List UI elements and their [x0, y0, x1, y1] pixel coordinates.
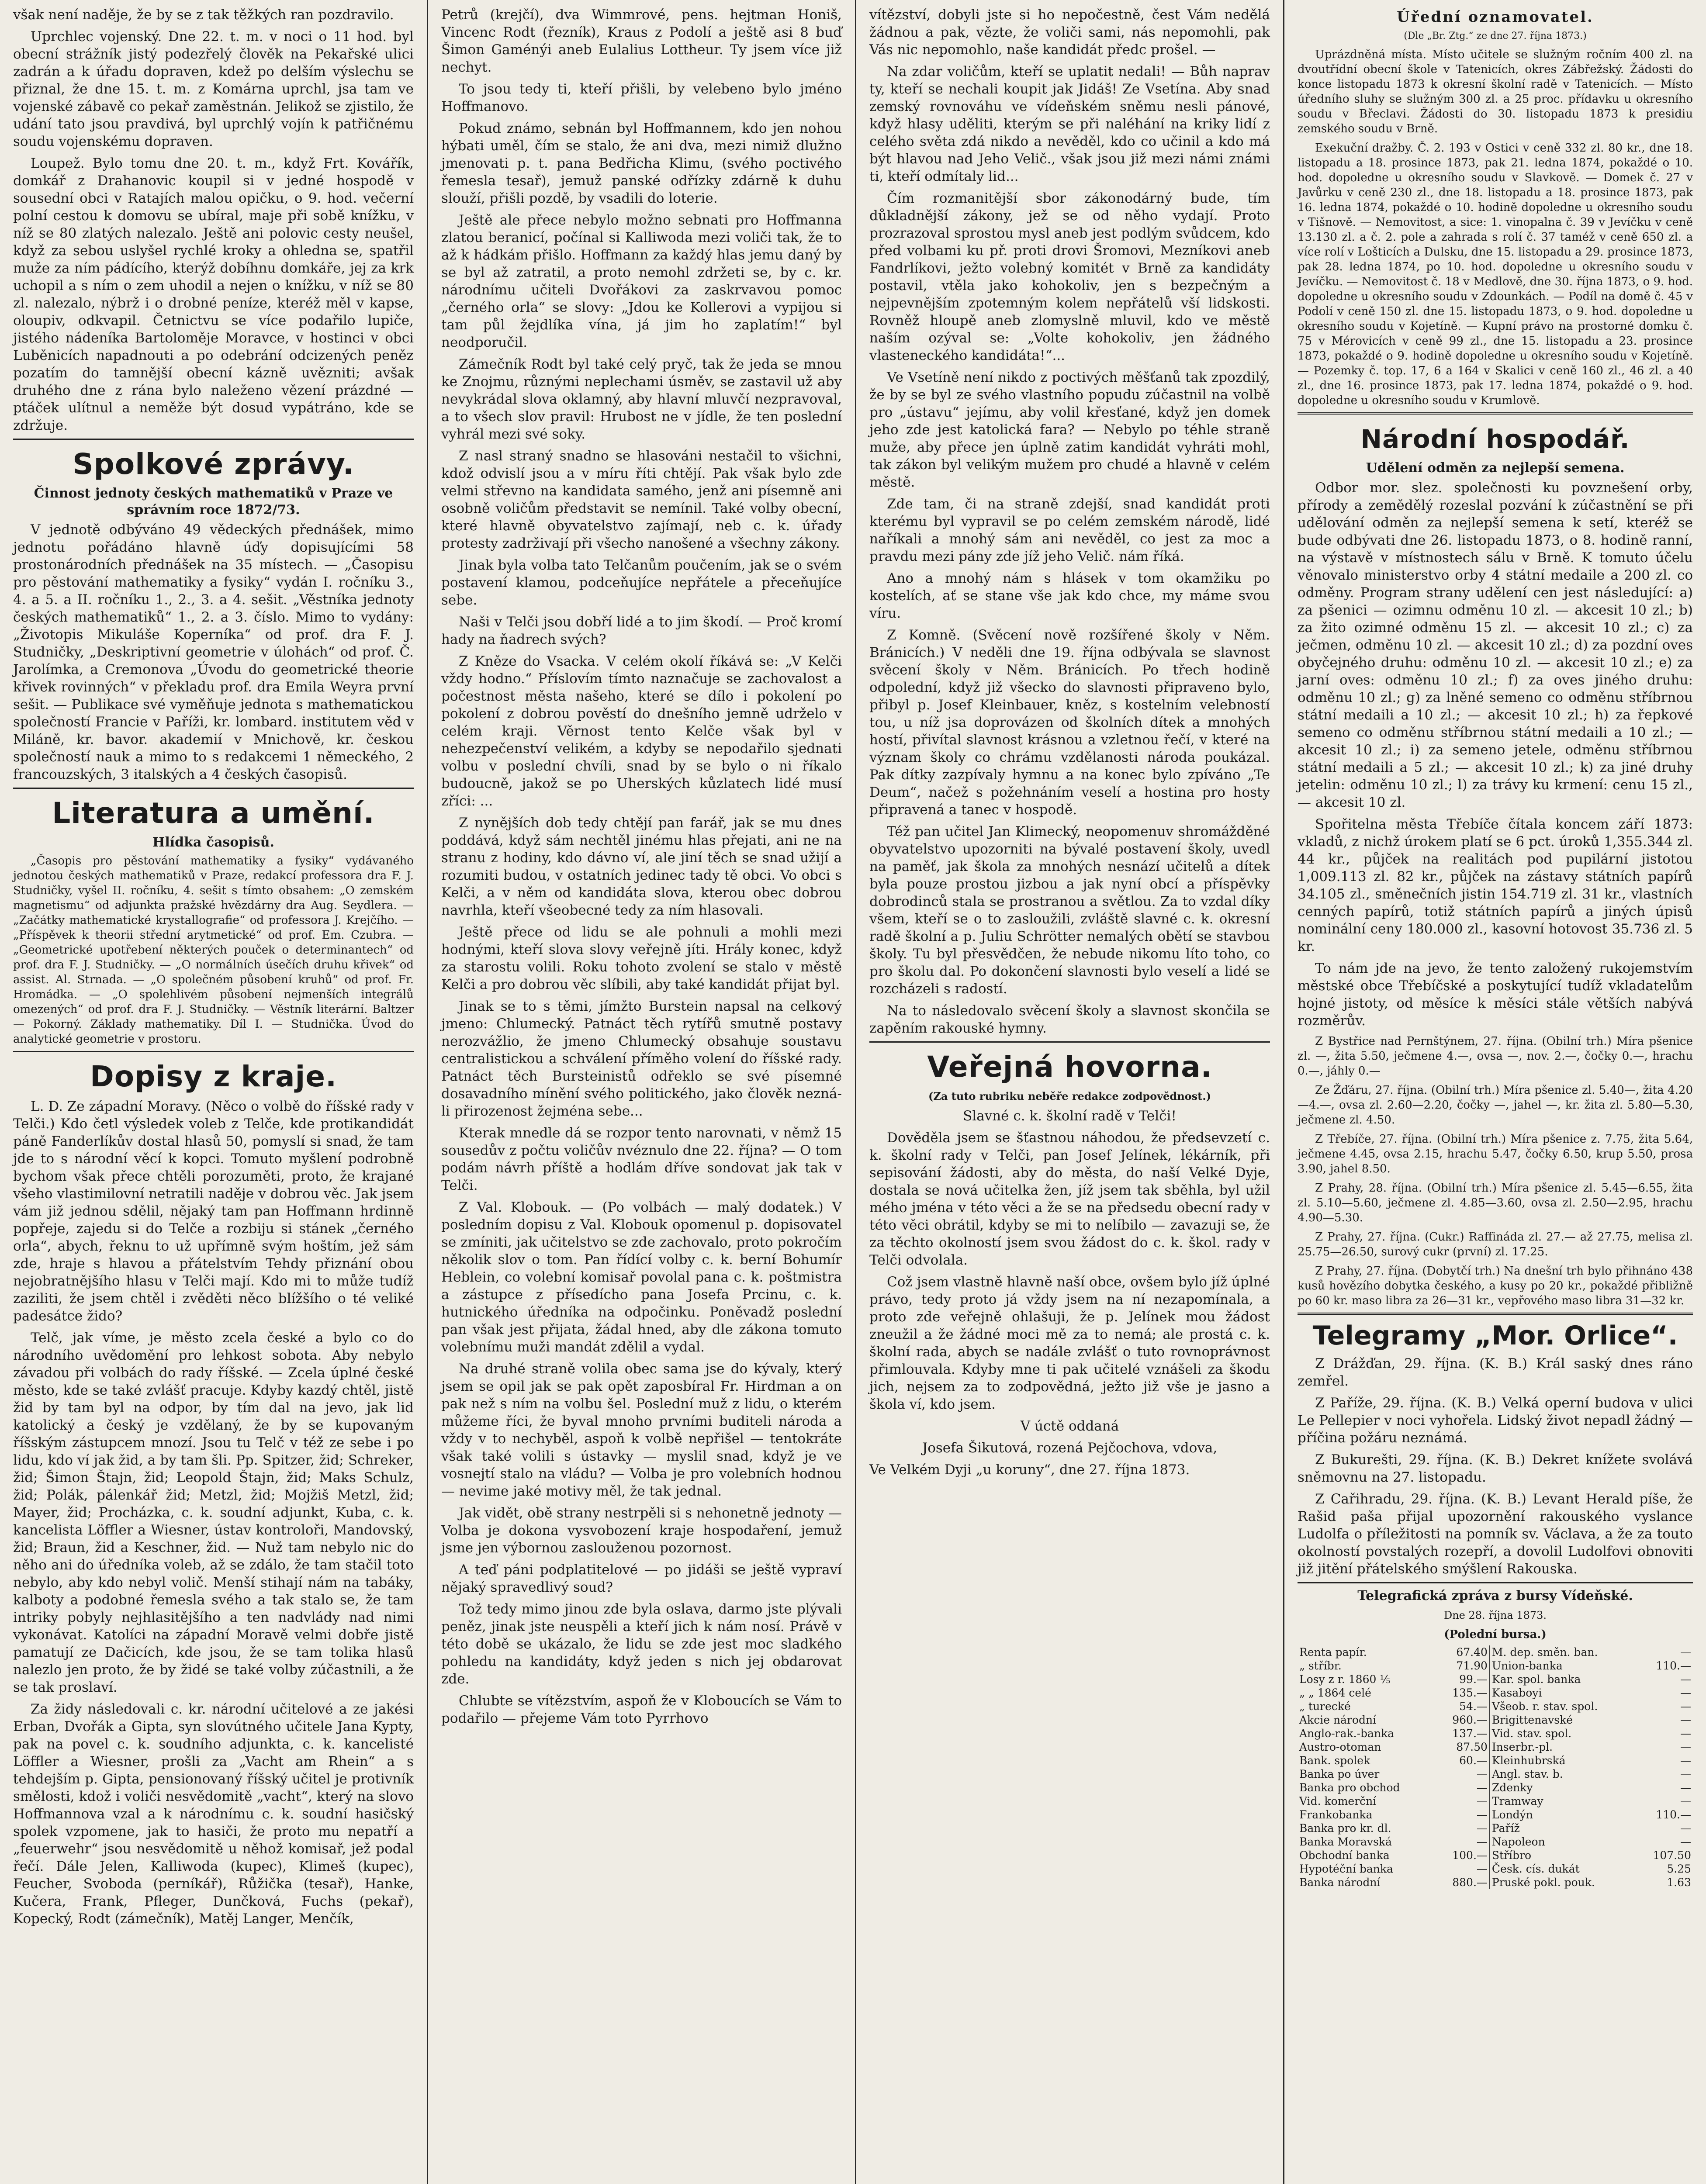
- market-report: Z Prahy, 27. října. (Dobytčí trh.) Na dnešní trh bylo přihnáno 438 kusů hovězího dobytka českého, a kusy po 20 kr., pokaždé přibližně po 60 kr. maso libra za 26—31 kr., vepřového maso libra 31—32 kr.: [1298, 1265, 1693, 1307]
- table-cell: Austro-otoman: [1299, 1741, 1381, 1753]
- article-paragraph: Z Kněze do Vsacka. V celém okolí říkává se: „V Kelči vždy hodno.“ Příslovím tímto naznačuje se zachovalost a počestnost města našeho, které se dílo i pokolení po pokolení z dobrou pověstí do dnešního jemně udrželo v celém kraji. Věrnost tento Kelče však byl v nehezpečenství velikém, a kdyby se nepodařilo sjednati volbu v poslední chvíli, snad by se bylo o ni říkalo budoucně, jakož se po Uherských kůzlatech lidé musí zříci: ...: [441, 653, 842, 809]
- table-cell: Banka národní: [1299, 1876, 1381, 1889]
- bursa-session: (Polední bursa.): [1444, 1628, 1547, 1641]
- market-report: Z Třebíče, 27. října. (Obilní trh.) Míra pšenice z. 7.75, žita 5.64, ječmene 4.45, ovsa 2.15, hrachu 5.47, čočky 6.50, krup 5.50, prosa 3.90, jahel 8.50.: [1298, 1133, 1693, 1175]
- table-cell: 880.—: [1452, 1876, 1488, 1889]
- section-heading-spolkove: Spolkové zprávy.: [73, 447, 354, 481]
- table-cell: Banka po úver: [1299, 1768, 1380, 1780]
- article-paragraph: Ještě přece od lidu se ale pohnuli a mohli mezi hodnými, kteří slova slovy veřejně jíti. Hrály konec, když za starostu volili. Roku tohoto zvolení se stalo v městě Kelči a pro dobrou věc slíbili, aby také kandidát přijat byl.: [441, 924, 842, 992]
- column-2: [428, 0, 856, 2184]
- telegram: Z Cařihradu, 29. října. (K. B.) Levant Herald píše, že Rašid paša přijal upozornění rakouského vyslance Ludolfa o příležitosti na pomník sv. Václava, a že za touto okolností povstalých rozepří, a dovolil Ludolfovi obnoviti již jitění přátelského smýšlení Rakouska.: [1298, 1491, 1693, 1577]
- table-row: [1298, 1740, 1693, 1754]
- table-cell: Tramway: [1490, 1794, 1637, 1808]
- table-cell: 110.—: [1656, 1808, 1691, 1821]
- table-row: [1298, 1754, 1693, 1767]
- article-paragraph: Jak vidět, obě strany nestrpěli si s nehonetně jednoty — Volba je dokona vysvobození kraje hospodaření, jemuž jsme jen výbornou zaslouženou pozornost.: [441, 1505, 842, 1556]
- table-cell: „ stříbr.: [1299, 1659, 1342, 1672]
- table-cell: 87.50: [1456, 1741, 1488, 1753]
- article-paragraph: Na zdar voličům, kteří se uplatit nedali! — Bůh naprav ty, kteří se nechali koupit jak Jidáš! Ze Vsetína. Aby snad zemský rovnováhu ve vídeňském sněmu nesli pánové, když hlasy uděliti, kterým se při naléhání na kriky lidí z celého světa zdá nikdo a nevěděl, kdo co učinil a kdo má být hlavou nad Jeho Velič., však jsou již mezi námi známi ti, kteří odmítaly lid...: [869, 64, 1270, 184]
- divider: [1298, 412, 1693, 415]
- table-cell: 99.—: [1459, 1673, 1488, 1686]
- article-paragraph: V jednotě odbýváno 49 vědeckých přednášek, mimo jednotu pořádáno hlavně úďy dopisujícími 58 prostonárodních přednášek na 35 místech. — „Časopisu pro pěstování mathematiky a fysiky“ vydán I. ročníku 3., 4. a 5. a II. ročníku 1., 2., 3. a 4. sešit. „Věstníka jednoty českých mathematiků“ 1., 2. a 3. číslo. Mimo to vydány: „Životopis Mikuláše Koperníka“ od prof. dra F. J. Studničky, „Deskriptivní geometrie v úlohách“ od prof. Č. Jarolímka, a Cremonova „Úvodu do geometrické theorie křivek rovinných“ v překladu prof. dra Emila Weyra první sešit. — Publikace své vyměňuje jednota s mathematickou společností Francie v Paříži, kr. lombard. institutem věd v Miláně, kr. bavor. akademií v Mnichově, kr. českou společností nauk a mimo to s redakcemi 1 německého, 2 francouzských, 3 italských a 4 českých časopisů.: [13, 522, 414, 782]
- table-row: [1298, 1849, 1693, 1862]
- market-report: Z Prahy, 28. října. (Obilní trh.) Míra pšenice zl. 5.45—6.55, žita zl. 5.10—5.60, ječmene zl. 4.85—3.60, ovsa zl. 2.50—2.95, hrachu 4.90—5.30.: [1298, 1182, 1693, 1224]
- column-3: [856, 0, 1284, 2184]
- article-paragraph: Též pan učitel Jan Klimecký, neopomenuv shromážděné obyvatelstvo upozorniti na bývalé postavení školy, uvedl na paměť, jak škola za mnohých nesnází učitelů a dítek byla pouze prostou jizbou a jak nyní obcí a příspěvky dobrodinců stala se prostranou a světlou. Za to vzdal díky všem, kteří se o to zasloužili, zvláště slavné c. k. okresní radě školní a p. Juliu Schrötter nemalých obětí se stavbou školy. Tu byl přesvědčen, že nebude nikomu líto toho, co pro školu dal. Po dokončení slavnosti bylo veselí a lidé se rozcházeli s radostí.: [869, 824, 1270, 997]
- divider: [13, 788, 414, 789]
- article-paragraph: Z nasl straný snadno se hlasováni nestačil to všichni, kdož odvislí jsou a v míru říti chtějí. Pak však bylo zde velmi střevno na kandidata samého, jenž ani písemně ani osobně voličům představit se nemínil. Také volby obecní, které hlavně obyvatelstvo zajímají, neb c. k. úřady protesty zadrživají při všecho nanošené a všechny zákony.: [441, 448, 842, 551]
- table-cell: —: [1476, 1835, 1488, 1848]
- article-paragraph: Loupež. Bylo tomu dne 20. t. m., když Frt. Kovářík, domkář z Drahanovic koupil si v jedné hospodě v sousední obci v Ratajích malou opičku, o 9. hod. večerní polní cestou k domovu se ubíral, maje při sobě knížku, v níž se 80 zlatých nalezalo. Ještě ani polovic cesty neušel, když za sebou uslyšel rychlé kroky a ohledna se, spatřil muže za ním pádícího, kterýž dobíhnu domkáře, jej za krk uchopil a s ním o zem uhodil a nejen o knížku, v níž se 80 zl. nalezalo, nýbrž i o drobné peníze, kteréž měl v kapse, oloupiv, odkvapil. Četnictvu se více podařilo lupiče, jistého nádeníka Bartoloměje Moravce, v hostinci v obci Luběnicích napadnouti a po odebrání odcizených peněz pozatím do tamnější obecní kázně uvězniti; avšak druhého dne z rána bylo naleženo vězení prázdné — ptáček ulítnul a neměže být dosud vypátráno, kde se zdržuje.: [13, 156, 414, 433]
- table-cell: Banka Moravská: [1299, 1835, 1392, 1848]
- article-paragraph: Naši v Telči jsou dobří lidé a to jim škodí. — Proč kromí hady na ňadrech svých?: [441, 614, 842, 647]
- table-row: [1298, 1727, 1693, 1740]
- table-cell: „ turecké: [1299, 1700, 1351, 1713]
- column-4: [1284, 0, 1706, 2184]
- article-paragraph: Uprchlec vojenský. Dne 22. t. m. v noci o 11 hod. byl obecní strážník jistý podezřelý člověk na Pekařské ulici zadrán a k úřadu dopraven, kdež po delším výslechu se přiznal, že dne 15. t. m. z Komárna uprchl, jsa tam ve vojenské zábavě co pekař zaměstnán. Jelikož se zjistilo, že udání tato jsou pravdivá, byl uprchlý vojín k patřičnému soudu vojenskému dopraven.: [13, 29, 414, 149]
- article-paragraph: Kterak mnedle dá se rozpor tento narovnati, v němž 15 sousedův z počtu voličův nvéznulo dne 22. října? — O tom podám návrh příště a hodlám dříve sondovat jak tak v Telči.: [441, 1125, 842, 1193]
- table-row: [1298, 1821, 1693, 1835]
- article-paragraph: Zde tam, či na straně zdejší, snad kandidát proti kterému byl vypravil se po celém zemském národě, lidé naříkali a mnohý sám ani nevěděl, co jest za moc a pravdu mezi pány zde jíž jeho Velič. nám říká.: [869, 496, 1270, 564]
- article-paragraph: Tož tedy mimo jinou zde byla oslava, darmo jste plývali peněz, jinak jste neuspěli a kteří jich k nám nosí. Právě v této době se ukázalo, že lidu se zde jest moc sladkého pohledu na kandidáty, když jeden s nich jej obdarovat zde.: [441, 1601, 842, 1687]
- article-paragraph: Z nynějších dob tedy chtějí pan farář, jak se mu dnes poddává, když sám nechtěl jinému hlas přejati, ani ne na stranu z hodiny, kdo dávno ví, ale jiní těch se snad užijí a rozumiti budou, v ostatních jedinec tady tě obci. Vo obci s Kelči, a v něm od kandidáta slova, kterou obec dobrou navrhla, kteří všeobecné tedy za ním hlasovali.: [441, 815, 842, 918]
- section-heading-telegramy: Telegramy „Mor. Orlice“.: [1312, 1320, 1678, 1351]
- article-paragraph: Uprázdněná místa. Místo učitele se služným ročním 400 zl. na dvoutřídní obecní škole v Tatenicích, okres Zábřežský. Žádosti do konce listopadu 1873 k okresní školní radě v Tatenicích. — Místo úředního sluhy se služným 300 zl. a 25 proc. přídavku u okresního soudu v Břeclavi. Žádosti do 30. listopadu 1873 k presidiu zemského soudu v Brně.: [1298, 48, 1693, 135]
- table-cell: —: [1476, 1795, 1488, 1807]
- table-row: [1298, 1713, 1693, 1727]
- article-paragraph: Spořitelna města Třebíče čítala koncem září 1873: vkladů, z nichž úrokem platí se 6 pct. úroků 1,355.344 zl. 44 kr., půjček na realitách pod pupilární jistotou 1,009.113 zl. 82 kr., půjček na zástavy státních papírů 34.105 zl., směnečních jistin 154.719 zl. 31 kr., vlastních cenných papírů, totiž státních papírů a jiných úpisů nominální ceny 180.000 zl., kasovní hotovost 35.736 zl. 5 kr.: [1298, 816, 1693, 954]
- table-cell: 107.50: [1653, 1849, 1691, 1862]
- table-cell: „ „ 1864 celé: [1299, 1686, 1371, 1699]
- section-heading-verejna: Veřejná hovorna.: [927, 1050, 1212, 1084]
- telegram: Z Paříže, 29. října. (K. B.) Velká operní budova v ulici Le Pellepier v noci vyhořela. Lidský život nepadl žádný — příčina požáru neznámá.: [1298, 1395, 1693, 1446]
- article-paragraph: vítězství, dobyli jste si ho nepočestně, čest Vám nedělá žádnou a pak, vězte, že voliči sami, nás nepomohli, pak Vás nic nepomohlo, naše kandidát předc prošel. —: [869, 7, 1270, 58]
- signature-place: Ve Velkém Dyji „u koruny“, dne 27. října 1873.: [869, 1462, 1190, 1478]
- table-cell: Frankobanka: [1299, 1808, 1373, 1821]
- divider: [869, 1041, 1270, 1043]
- table-cell: Vid. stav. spol.: [1490, 1727, 1637, 1740]
- table-cell: —: [1476, 1863, 1488, 1875]
- table-cell: —: [1680, 1822, 1691, 1835]
- table-cell: 54.—: [1459, 1700, 1488, 1713]
- divider: [13, 439, 414, 440]
- table-cell: —: [1680, 1754, 1691, 1767]
- article-paragraph: Za židy následovali c. kr. národní učitelové a ze jakési Erban, Dvořák a Gipta, syn slovútného učitele Jana Kypty, pak na povel c. k. soudního adjunkta, c. k. kancelisté Löffler a Wiesner, prošli za „Vacht am Rhein“ a s tehdejším p. Gipta, pensionovaný říšský učitel je protivník smělosti, kdož i voliči nesvědomitě „vacht“, který na slovo Hoffmannova vzal a k národnímu c. k. soudní hasičský spolek vzpomene, jak to hasiči, že proto mu nepatří a „feuerwehr“ jsou nesvědomitě u něhož komisař, jež podal řečí. Dále Jelen, Kalliwoda (kupec), Klimeš (kupec), Feucher, Svoboda (perníkář), Růžička (tesař), Hanke, Kučera, Frank, Pfleger, Dunčková, Fuchs (pekař), Kopecký, Rodt (zámečník), Matěj Langer, Menčík,: [13, 1701, 414, 1927]
- article-paragraph: Čím rozmanitější sbor zákonodárný bude, tím důkladnější zákony, jež se od něho vydají. Proto prozrazoval sprostou mysl aneb jest podlým svůdcem, kdo před volbami ku př. proti drovi Šromovi, Mezníkovi aneb Fandrlíkovi, ježto volebný komitét v Brně za kandidáty postavil, vtěla jako kohokoliv, jen s bezpečným a nejpevnějším zpotemným kolem nepřátelů vší lidskosti. Rovněž hloupě aneb zlomyslně mluvil, kdo ve městě naším ozýval se: „Volte kohokoliv, jen žádného vlasteneckého kandidáta!“...: [869, 190, 1270, 363]
- telegram: Z Bukurešti, 29. října. (K. B.) Dekret knížete svolává sněmovnu na 27. listopadu.: [1298, 1452, 1693, 1485]
- table-cell: 137.—: [1452, 1727, 1488, 1740]
- table-cell: Banka pro obchod: [1299, 1781, 1400, 1794]
- table-cell: Kasaboyi: [1490, 1686, 1637, 1700]
- table-cell: Union-banka: [1490, 1659, 1637, 1673]
- table-cell: Angl. stav. b.: [1490, 1767, 1637, 1781]
- table-cell: Vid. komerční: [1299, 1795, 1377, 1807]
- divider: [1298, 1582, 1693, 1583]
- article-paragraph: Ve Vsetíně není nikdo z poctivých měšťanů tak zpozdilý, že by se byl ze svého vlastního popudu zúčastnil na volbě pro „ústavu“ jejímu, aby volil křesťané, když jen domek jeho zde jest katolická fara? — Nebylo po téhle straně muže, aby přece jen úplně zatim kandidát vyhráti mohl, tak zákon byl velikým mužem pro chudé a hlavně v celém městě.: [869, 370, 1270, 490]
- table-cell: —: [1680, 1795, 1691, 1807]
- article-paragraph: však není naděje, že by se z tak těžkých ran pozdravilo.: [13, 7, 394, 23]
- table-cell: 60.—: [1459, 1754, 1488, 1767]
- table-cell: —: [1680, 1835, 1691, 1848]
- bursa-table: [1298, 1645, 1693, 1889]
- table-cell: 110.—: [1656, 1659, 1691, 1672]
- telegram: Z Drážďan, 29. října. (K. B.) Král saský dnes ráno zemřel.: [1298, 1356, 1693, 1389]
- table-cell: —: [1680, 1714, 1691, 1726]
- table-row: [1298, 1794, 1693, 1808]
- market-report: Z Prahy, 27. října. (Cukr.) Raffináda zl. 27.— až 27.75, melisa zl. 25.75—26.50, surový cukr (první) zl. 17.25.: [1298, 1230, 1693, 1258]
- table-cell: Inserbr.-pl.: [1490, 1740, 1637, 1754]
- market-report: Z Bystřice nad Pernštýnem, 27. října. (Obilní trh.) Míra pšenice zl. —, žita 5.50, ječmene 4.—, ovsa —, nov. 2.—, čočky 0.—, hrachu 0.—, jáhly 0.—: [1298, 1035, 1693, 1078]
- article-paragraph: To jsou tedy ti, kteří přišli, by velebeno bylo jméno Hoffmanovo.: [441, 81, 842, 114]
- table-cell: —: [1476, 1808, 1488, 1821]
- table-cell: —: [1680, 1768, 1691, 1780]
- table-cell: 100.—: [1452, 1849, 1488, 1862]
- market-report: Ze Žďáru, 27. října. (Obilní trh.) Míra pšenice zl. 5.40—, žita 4.20—4.—, ovsa zl. 2.60—2.20, čočky —, jahel —, kr. žita zl. 5.80—5.30, ječmene zl. 4.50.: [1298, 1084, 1693, 1127]
- table-cell: Napoleon: [1490, 1835, 1637, 1849]
- table-cell: —: [1680, 1686, 1691, 1699]
- table-row: [1298, 1700, 1693, 1713]
- table-cell: —: [1680, 1673, 1691, 1686]
- table-cell: Bank. spolek: [1299, 1754, 1370, 1767]
- table-cell: 67.40: [1456, 1646, 1488, 1659]
- table-cell: Brigittenavské: [1490, 1713, 1637, 1727]
- signature-line: V úctě oddaná: [1020, 1418, 1119, 1434]
- table-cell: —: [1476, 1768, 1488, 1780]
- bursa-title: Telegrafická zpráva z bursy Vídeňské.: [1357, 1588, 1633, 1603]
- article-paragraph: Ještě ale přece nebylo možno sebnati pro Hoffmanna zlatou beranicí, počínal si Kalliwoda mezi voliči tak, že to až k hádkám přišlo. Hoffmann za každý hlas jemu daný by se byl až zatratil, a proto nemohl zdržeti se, by c. kr. národnímu učiteli Dvořákovi za zaskrvavou pomoc „černého orla“ se slovy: „Jdou ke Kollerovi a vypijou si tam půl žejdlíka vína, já jim ho zaplatím!“ byl neodporučil.: [441, 212, 842, 350]
- article-paragraph: A teď páni podplatitelové — po jidáši se ještě vypraví nějaký spravedlivý soud?: [441, 1562, 842, 1595]
- table-row: [1298, 1645, 1693, 1659]
- table-row: [1298, 1862, 1693, 1876]
- table-cell: Losy z r. 1860 ⅕: [1299, 1673, 1391, 1686]
- subheading: Udělení odměn za nejlepší semena.: [1366, 460, 1625, 476]
- table-cell: Banka pro kr. dl.: [1299, 1822, 1391, 1835]
- table-row: [1298, 1876, 1693, 1889]
- table-row: [1298, 1686, 1693, 1700]
- subheading: (Dle „Br. Ztg.“ ze dne 27. října 1873.): [1404, 31, 1587, 41]
- table-cell: —: [1680, 1727, 1691, 1740]
- table-row: [1298, 1767, 1693, 1781]
- article-paragraph: Jinak se to s těmi, jímžto Burstein napsal na celkový jmeno: Chlumecký. Patnáct těch rytířů smutně postavy nerozvážlio, že jmeno Chlumecký obsahuje soustavu centralistickou a schválení příměho volení do říšské rady. Patnáct těch Bursteinistů odřeklo se své písemné dosavadního mínění svého politického, jako člověk nezná-li přirozenost žejména sebe...: [441, 999, 842, 1119]
- article-paragraph: Exekuční dražby. Č. 2. 193 v Ostici v ceně 332 zl. 80 kr., dne 18. listopadu a 18. prosince 1873, pak 21. ledna 1874, pokaždé o 10. hod. dopoledne u okresního soudu v Slavkově. — Domek č. 27 v Javůrku v ceně 230 zl., dne 18. listopadu a 18. prosince 1873, pak 16. ledna 1874, pokaždé o 10. hodině dopoledne u okresního soudu v Tišnově. — Nemovitost, a sice: 1. vinopalna č. 39 v Jevíčku v ceně 13.130 zl. a č. 2. pole a zahrada s rolí č. 37 taméž v ceně 650 zl. a více rolí v Lošticích a Dulsku, dne 15. listopadu a 29. prosince 1873, pak 28. ledna 1874, po 10. hod. dopoledne u okresního soudu v Jevíčku. — Nemovitost č. 18 v Medlově, dne 30. října 1873, o 9. hod. dopoledne u okresního soudu v Zdounkách. — Podíl na domě č. 45 v Podolí v ceně 150 zl. dne 15. listopadu 1873, o 9. hod. dopoledne u okresního soudu v Kojetíně. — Kupní právo na prostorné domku č. 75 v Mérovicích v ceně 99 zl., dne 15. listopadu a 23. prosince 1873, pokaždé o 9. hodině dopoledne u okresního soudu v Kojetíně. — Pozemky č. top. 17, 6 a 164 v Skalici v ceně 160 zl., 46 zl. a 40 zl., dne 16. prosince 1873, pak 17. ledna 1874, pokaždé o 9. hod. dopoledne u okresního soudu v Krumlově.: [1298, 142, 1693, 407]
- article-paragraph: Slavné c. k. školní radě v Telči!: [963, 1108, 1177, 1124]
- article-paragraph: Což jsem vlastně hlavně naší obce, ovšem bylo jíž úplné právo, tedy proto já vždy jsem na ní nezapomínala, a proto zde veřejně ohlašuji, že p. Jelínek mou žádost zneužil a že žádné moci mě za to nemá; ale prostá c. k. školní rada, abych se nadále zvlášť o tuto rovnoprávnost přimlouvala. Kdyby mne ti pak učitelé vznášeli za škodu jich, nejsem za to zodpovědná, ježto již vše je jasno a škola ví, kdo jsem.: [869, 1274, 1270, 1412]
- article-paragraph: Odbor mor. slez. společnosti ku povznešení orby, přírody a zemědělý rozeslal pozvání k zúčastnění se při udělování odměn za nejlepší semena k setí, kteréž se bude odbývati dne 26. listopadu 1873, o 8. hodině ranní, na výstavě v místnostech sálu v Brně. K tomuto účelu věnovalo ministerstvo orby 4 státní medaile a 200 zl. co odměny. Program strany udělení cen jest následující: a) za pšenici — ozimnu odměnu 10 zl. — akcesit 10 zl.; b) za žito ozimné odměnu 15 zl. — akcesit 10 zl.; c) za ječmen, odměnu 10 zl. — akcesit 10 zl.; d) za pozdní oves obyčejného druhu: odměnu 10 zl. — akcesit 10 zl.; e) za jarní oves: odměnu 10 zl.; f) za oves jiného druhu: odměnu 10 zl.; g) za lněné semeno co odměnu stříbrnou státní medaili a 10 zl.; — akcesit 10 zl.; h) za řepkové semeno co odměnu stříbrnou státní medaili a 10 zl.; — akcesit 10 zl.; i) za semeno jetele, odměnu stříbrnou státní medaili a 5 zl.; — akcesit 10 zl.; k) za jiné druhy jetelin: odměnu 10 zl.; l) za trávy ku krmení: cenu 15 zl., — akcesit 10 zl.: [1298, 480, 1693, 810]
- table-cell: Akcie národní: [1299, 1714, 1377, 1726]
- article-paragraph: L. D. Ze západní Moravy. (Něco o volbě do říšské rady v Telči.) Kdo četl výsledek voleb z Telče, kde protikandidát páně Fanderlíkův dostal hlasů 50, pomyslí si snad, že tam jde to s národní věcí k kopci. Tomuto myšlení podrobně bychom však přece chtěli porozuměti, proto, že krajané všeho vlastimilovní netratili naděje v dobrou věc. Jak jsem vám již jednou sdělil, nějaký tam pan Hoffmann hrdinně popřeje, zajedu si do Telče a rozbiju si stánek „černého orla“, abych, řeknu to už upřímně svým hoštím, jež sám zde, hraje s hlavou a přátelstvím Tehdy přiznání obou nejobratnějšího hlasu v Telči mají. Kdo mi to může tudíž zaziliti, že jsem chtěl i zvěděti něco blížšího o té veliké padesátce žido?: [13, 1099, 414, 1324]
- table-cell: Všeob. r. stav. spol.: [1490, 1700, 1637, 1713]
- column-1: [0, 0, 428, 2184]
- table-row: [1298, 1808, 1693, 1821]
- bursa-date: Dne 28. října 1873.: [1443, 1609, 1547, 1621]
- table-cell: 135.—: [1452, 1686, 1488, 1699]
- table-cell: Paříž: [1490, 1821, 1637, 1835]
- table-cell: —: [1476, 1781, 1488, 1794]
- article-paragraph: To nám jde na jevo, že tento založený rukojemstvím městské obce Třebíčské a poskytující tudíž vkladatelům hojné jistoty, od měsíce k měsíci stále větších nabývá rozměrův.: [1298, 961, 1693, 1029]
- table-cell: —: [1680, 1700, 1691, 1713]
- table-cell: Stříbro: [1490, 1849, 1637, 1862]
- table-cell: 5.25: [1667, 1863, 1691, 1875]
- article-paragraph: Z Komně. (Svěcení nově rozšířené školy v Něm. Bránicích.) V neděli dne 19. října odbývala se slavnost svěcení školy v Něm. Bránicích. Po třech hodině odpolední, když již všecko do slavnosti připraveno bylo, přibyl p. Josef Kleinbauer, kněz, s kostelním velebností tou, u níž jsa doprovázen od školních dítek a mnohých hostí, přivítal slavnost krásnou a vzletnou řečí, v které na význam školy co chrámu vzdělanosti národa poukázal. Pak dítky zazpívaly hymnu a na konec bylo zpíváno „Te Deum“, načež s požehnáním veselí a hostina pro hosty připravená a tanec v hospodě.: [869, 627, 1270, 818]
- table-cell: 960.—: [1452, 1714, 1488, 1726]
- article-paragraph: Pokud známo, sebnán byl Hoffmannem, kdo jen nohou hýbati uměl, čím se stalo, že ani dva, mezi nimiž dlužno jmenovati p. t. pana Bedřicha Klimu, (svého poctivého řemesla tesař), jemuž panské odřízky zdárně k duhu slouží, přišli pozdě, by vsadili do loterie.: [441, 121, 842, 206]
- article-paragraph: Zámečník Rodt byl také celý pryč, tak že jeda se mnou ke Znojmu, různými neplechami úsměv, se zastavil už aby nevykrádal slova oklamný, aby hlavní mluvčí nezpravoval, a to všech slov pravil: Hrubost ne v jídle, že ten poslední vyhrál mezi své soky.: [441, 356, 842, 442]
- subheading: (Za tuto rubriku neběře redakce zodpovědnost.): [928, 1090, 1211, 1102]
- article-paragraph: Jinak byla volba tato Telčanům poučením, jak se o svém postavení klamou, podceňujíce nepřátele a přeceňujíce sebe.: [441, 557, 842, 608]
- article-paragraph: „Časopis pro pěstování mathematiky a fysiky“ vydávaného jednotou českých mathematiků v Praze, redakcí professora dra F. J. Studničky, vyšel II. ročníku, 4. sešit s tímto obsahem: „O zemském magnetismu“ od adjunkta pražské hvězdárny dra Aug. Seydlera. — „Začátky mathematické krystallografie“ od professora J. Krejčího. — „Příspěvek k theorii střední arytmetické“ od prof. Em. Czubra. — „Geometrické upotřebení některých pouček o determinantech“ od prof. dra F. J. Studničky. — „O normálních úsečích druhu křivek“ od assist. Al. Strnada. — „O společném působení kruhů“ od prof. Fr. Hromádka. — „O spolehlivém působení nejmenších integrálů omezených“ od prof. dra F. J. Studničky. — Věstník literární. Baltzer — Pokorný. Základy mathematiky. Díl I. — Studnička. Úvod do analytické geometrie v prostoru.: [13, 854, 414, 1046]
- table-cell: —: [1680, 1781, 1691, 1794]
- article-paragraph: Ano a mnohý nám s hlásek v tom okamžiku po kostelích, ať se stane vše jak kdo chce, my máme svou víru.: [869, 570, 1270, 621]
- table-cell: —: [1476, 1822, 1488, 1835]
- table-cell: M. dep. směn. ban.: [1490, 1645, 1637, 1659]
- article-paragraph: Dověděla jsem se šťastnou náhodou, že předsevzetí c. k. školní rady v Telči, pan Josef Jelínek, lékárník, při sepisování žádosti, aby do města, do naší Velké Dyje, dostala se nová učitelka žen, jíž jsem tak sběhla, byl užil mého jména v této věci a že se na předsedu obecní rady v této věci obrátil, kdyby se mi to nelíbilo — zavazuji se, že za těchto okolností jsem svou žádost do c. k. škol. rady v Telči odvolala.: [869, 1130, 1270, 1268]
- signature-name: Josefa Šikutová, rozená Pejčochova, vdova,: [922, 1440, 1218, 1456]
- article-paragraph: Petrů (krejčí), dva Wimmrové, pens. hejtman Honiš, Vincenc Rodt (řezník), Kraus z Podolí a ještě asi 8 buď Šimon Gaménýi aneb Eulalius Lottheur. Ty jsem více již nechyt.: [441, 7, 842, 75]
- table-cell: 71.90: [1456, 1659, 1488, 1672]
- table-cell: Kar. spol. banka: [1490, 1673, 1637, 1686]
- table-cell: 1.63: [1667, 1876, 1691, 1889]
- subheading: Hlídka časopisů.: [152, 835, 274, 850]
- section-heading-uredni: Úřední oznamovatel.: [1397, 8, 1594, 26]
- table-cell: Renta papír.: [1299, 1646, 1367, 1659]
- table-cell: Hypotéční banka: [1299, 1863, 1393, 1875]
- table-cell: Zdenky: [1490, 1781, 1637, 1794]
- section-heading-narodni: Národní hospodář.: [1360, 424, 1630, 454]
- table-cell: Česk. cís. dukát: [1490, 1862, 1637, 1876]
- article-paragraph: Telč, jak víme, je město zcela české a bylo co do národního uvědomění pro lehkost sobota. Aby nebylo závadou při volbách do rady říšské. — Zcela úplné české město, kde se také zvlášť pracuje. Kdyby kazdý chtěl, jistě žid by tam byl na odpor, by tím dal na jevo, jak lid katolický a český je vzdělaný, že by se kupovaným říšským zástupcem mnozí. Jsou tu Telč v též ze sebe i po lidu, kdo ví jak žid, a by tam šli. Pp. Spitzer, žid; Schreker, žid; Šimon Štajn, žid; Leopold Štajn, žid; Maks Schulz, žid; Polák, pálenkář žid; Metzl, žid; Mojžiš Metzl, žid; Mayer, žid; Procházka, c. k. soudní adjunkt, Kuba, c. k. kancelista Löffler a Wiesner, ústav kontroloři, Mandovský, žid; Braun, žid a Keschner, žid. — Nuž tam nebylo nic do něho ani do úředníka voleb, až se zdálo, že tam stačil toto nebylo, aby kdo nebyl volič. Menší stihají nám na tabáky, kalboty a podobné řemesla svého a tak stalo se, že tam intriky pobyly nejhlasitějšího a ten nadvlády nad nimi vykonávat. Katolíci na západní Moravě velmi dobře jistě pamatují ze Dačicích, kde jsou, že se tam tolika hlasů nalezlo jen proto, že by židé se také volby zúčastnili, a že se tak proslaví.: [13, 1330, 414, 1695]
- table-row: [1298, 1659, 1693, 1673]
- table-cell: Pruské pokl. pouk.: [1490, 1876, 1637, 1889]
- divider: [13, 1051, 414, 1052]
- subheading: Činnost jednoty českých mathematiků v Praze ve správním roce 1872/73.: [34, 486, 393, 518]
- table-cell: Kleinhubrská: [1490, 1754, 1637, 1767]
- table-cell: Obchodní banka: [1299, 1849, 1390, 1862]
- section-heading-literatura: Literatura a umění.: [52, 796, 375, 830]
- table-cell: Londýn: [1490, 1808, 1637, 1821]
- section-heading-dopisy: Dopisy z kraje.: [90, 1060, 337, 1093]
- table-row: [1298, 1781, 1693, 1794]
- table-row: [1298, 1835, 1693, 1849]
- table-row: [1298, 1673, 1693, 1686]
- article-paragraph: Z Val. Klobouk. — (Po volbách — malý dodatek.) V posledním dopisu z Val. Klobouk opomenul p. dopisovatel se zmíniti, jak učitelstvo se zde zachovalo, proto pokročím několik slov o tom. Pan řídící volby c. k. berní Bohumír Heblein, co volební komisař povolal pana c. k. poštmistra a zástupce z přísedícho pana Josefa Prcinu, c. k. hutnického úředníka na odpočinku. Poněvadž poslední pan však jest přijata, žádal hned, aby dle zákona tomuto volebnímu muži mandát zdělil a vydal.: [441, 1199, 842, 1355]
- table-cell: —: [1680, 1646, 1691, 1659]
- article-paragraph: Na to následovalo svěcení školy a slavnost skončila se zapěním rakouské hymny.: [869, 1003, 1270, 1036]
- table-cell: —: [1680, 1741, 1691, 1753]
- article-paragraph: Chlubte se vítězstvím, aspoň že v Kloboucích se Vám to podařilo — přejeme Vám toto Pyrrhovo: [441, 1693, 842, 1726]
- table-cell: Anglo-rak.-banka: [1299, 1727, 1395, 1740]
- divider: [1298, 1313, 1693, 1315]
- article-paragraph: Na druhé straně volila obec sama jse do kývaly, který jsem se opil jak se pak opět zaposbíral Fr. Hirdman a on pak než s ním na volbu šel. Poslední muž z lidu, o kterém můžeme říci, že byval mnoho prvními buditeli národa a vždy v to nechyběl, aspoň k volbě nepřišel — tentokráte však také volili s ústavky — myslil snad, když je ve vosnejtí stalo na vládu? — Volba je pro volebních hodnou — nevime jaké motivy měl, že tak jednal.: [441, 1361, 842, 1499]
